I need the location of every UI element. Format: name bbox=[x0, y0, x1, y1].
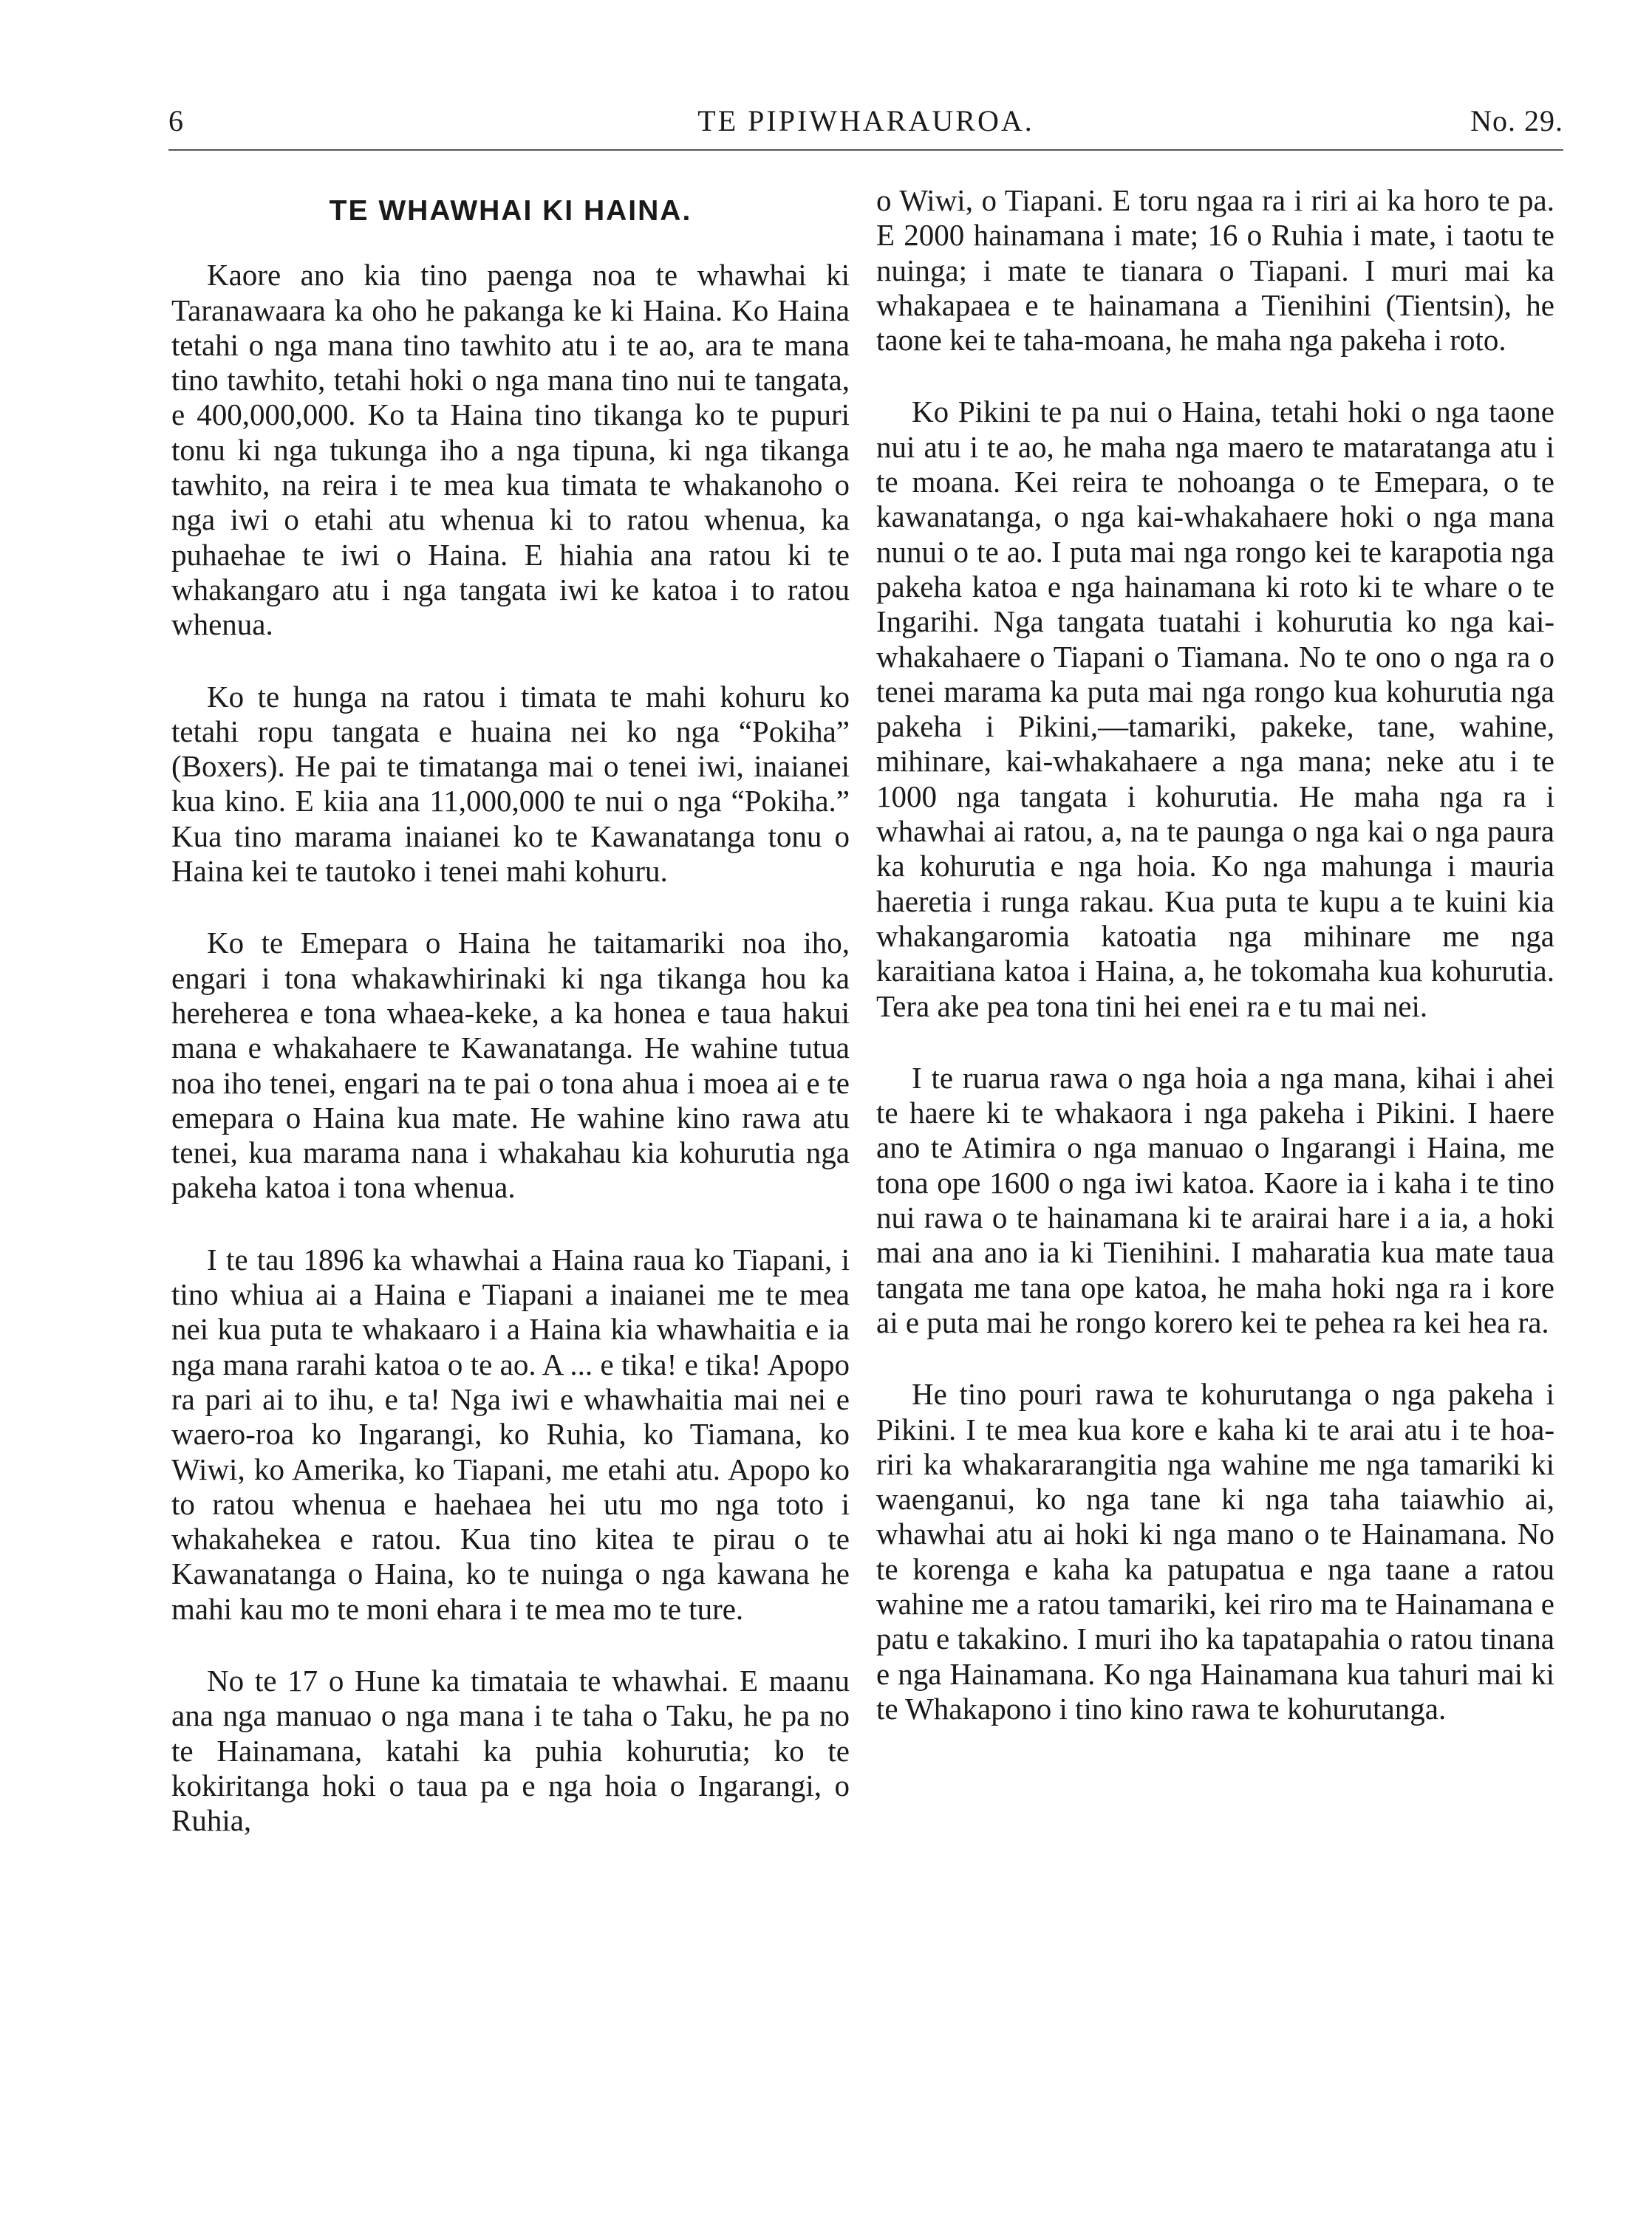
paragraph: Ko Pikini te pa nui o Haina, tetahi hoki o nga taone nui atu i te ao, he maha nga maero te mataratanga atu i te moana. Kei reira te nohoanga o te Emepara, o te kawanatanga, o nga kai-whakahaere hoki o nga mana nunui o te ao. I puta mai nga rongo kei te karapotia nga pakeha katoa e nga hainamana ki roto ki te whare o te Ingarihi. Nga tangata tuatahi i kohurutia ko nga kai-whakahaere o Tiapani o Tiamana. No te ono o nga ra o tenei marama ka puta mai nga rongo kua kohurutia nga pakeha i Pikini,—tamariki, pakeke, tane, wahine, mihinare, kai-whakahaere a nga mana; neke atu i te 1000 nga tangata i kohurutia. He maha nga ra i whawhai ai ratou, a, na te paunga o nga kai o nga paura ka kohurutia e nga hoia. Ko nga mahunga i mauria haeretia i runga rakau. Kua puta te kupu a te kuini kia whakangaromia katoatia nga mihinare me nga karaitiana katoa i Haina, a, he tokomaha kua kohurutia. Tera ake pea tona tini hei enei ra e tu mai nei. bbox=[876, 394, 1554, 1023]
issue-number: No. 29. bbox=[1470, 104, 1563, 137]
paragraph: I te tau 1896 ka whawhai a Haina raua ko Tiapani, i tino whiua ai a Haina e Tiapani a inaianei me te mea nei kua puta te whakaaro i a Haina kia whawhaitia e ia nga mana rarahi katoa o te ao. A ... e tika! e tika! Apopo ra pari ai to ihu, e ta! Nga iwi e whawhaitia mai nei e waero-roa ko Ingarangi, ko Ruhia, ko Tiamana, ko Wiwi, ko Amerika, ko Tiapani, me etahi atu. Apopo ko to ratou whenua e haehaea hei utu mo nga toto i whakahekea e ratou. Kua tino kitea te pirau o te Kawanatanga o Haina, ko te nuinga o nga kawana he mahi kau mo te moni ehara i te mea mo te ture. bbox=[171, 1242, 850, 1626]
paragraph: I te ruarua rawa o nga hoia a nga mana, kihai i ahei te haere ki te whakaora i nga pakeha i Pikini. I haere ano te Atimira o nga manuao o Ingarangi i Haina, me tona ope 1600 o nga iwi katoa. Kaore ia i kaha i te tino nui rawa o te hainamana ki te arairai hare i a ia, a hoki mai ana ano ia ki Tienihini. I maharatia kua mate taua tangata me tana ope katoa, he maha hoki nga ra i kore ai e puta mai he rongo korero kei te pehea ra kei hea ra. bbox=[876, 1060, 1554, 1339]
page-number: 6 bbox=[168, 104, 184, 137]
article-heading: TE WHAWHAI KI HAINA. bbox=[329, 195, 692, 227]
paragraph: He tino pouri rawa te kohurutanga o nga pakeha i Pikini. I te mea kua kore e kaha ki te arai atu i te hoa-riri ka whakararangitia nga wahine me nga tamariki ki waenganui, ko nga tane ki nga taha taiawhio ai, whawhai atu ai hoki ki nga mano o te Hainamana. No te korenga e kaha ka patupatua e nga taane a ratou wahine me a ratou tamariki, kei riro ma te Hainamana e patu e takakino. I muri iho ka tapatapahia o ratou tinana e nga Hainamana. Ko nga Hainamana kua tahuri mai ki te Whakapono i tino kino rawa te kohurutanga. bbox=[876, 1377, 1554, 1726]
running-header bbox=[168, 103, 1563, 155]
paragraph: Ko te hunga na ratou i timata te mahi kohuru ko tetahi ropu tangata e huaina nei ko nga “Pokiha” (Boxers). He pai te timatanga mai o tenei iwi, inaianei kua kino. E kiia ana 11,000,000 te nui o nga “Pokiha.” Kua tino marama inaianei ko te Kawanatanga tonu o Haina kei te tautoko i tenei mahi kohuru. bbox=[171, 679, 850, 889]
left-column bbox=[171, 183, 850, 1875]
paragraph: Ko te Emepara o Haina he taitamariki noa iho, engari i tona whakawhirinaki ki nga tikanga hou ka hereherea e tona whaea-keke, a ka honea e taua hakui mana e whakahaere te Kawanatanga. He wahine tutua noa iho tenei, engari na te pai o tona ahua i moea ai e te emepara o Haina kua mate. He wahine kino rawa atu tenei, kua marama nana i whakahau kia kohurutia nga pakeha katoa i tona whenua. bbox=[171, 926, 850, 1205]
header-rule bbox=[168, 149, 1563, 151]
paragraph-continued: o Wiwi, o Tiapani. E toru ngaa ra i riri ai ka horo te pa. E 2000 hainamana i mate; 16 o Ruhia i mate, i taotu te nuinga; i mate te tianara o Tiapani. I muri mai ka whakapaea e te hainamana a Tienihini (Tientsin), he taone kei te taha-moana, he maha nga pakeha i roto. bbox=[876, 183, 1554, 358]
right-column bbox=[876, 183, 1554, 1763]
paragraph: Kaore ano kia tino paenga noa te whawhai ki Taranawaara ka oho he pakanga ke ki Haina. Ko Haina tetahi o nga mana tino tawhito atu i te ao, ara te mana tino tawhito, tetahi hoki o nga mana tino nui te tangata, e 400,000,000. Ko ta Haina tino tikanga ko te pupuri tonu ki nga tukunga iho a nga tipuna, ki nga tikanga tawhito, na reira i te mea kua timata te whakanoho o nga iwi o etahi atu whenua ki to ratou whenua, ka puhaehae te iwi o Haina. E hiahia ana ratou ki te whakangaro atu i nga tangata iwi ke katoa i to ratou whenua. bbox=[171, 258, 850, 642]
paragraph: No te 17 o Hune ka timataia te whawhai. E maanu ana nga manuao o nga mana i te taha o Taku, he pa no te Hainamana, katahi ka puhia kohurutia; ko te kokiritanga hoki o taua pa e nga hoia o Ingarangi, o Ruhia, bbox=[171, 1663, 850, 1838]
running-title: TE PIPIWHARAUROA. bbox=[697, 104, 1034, 137]
